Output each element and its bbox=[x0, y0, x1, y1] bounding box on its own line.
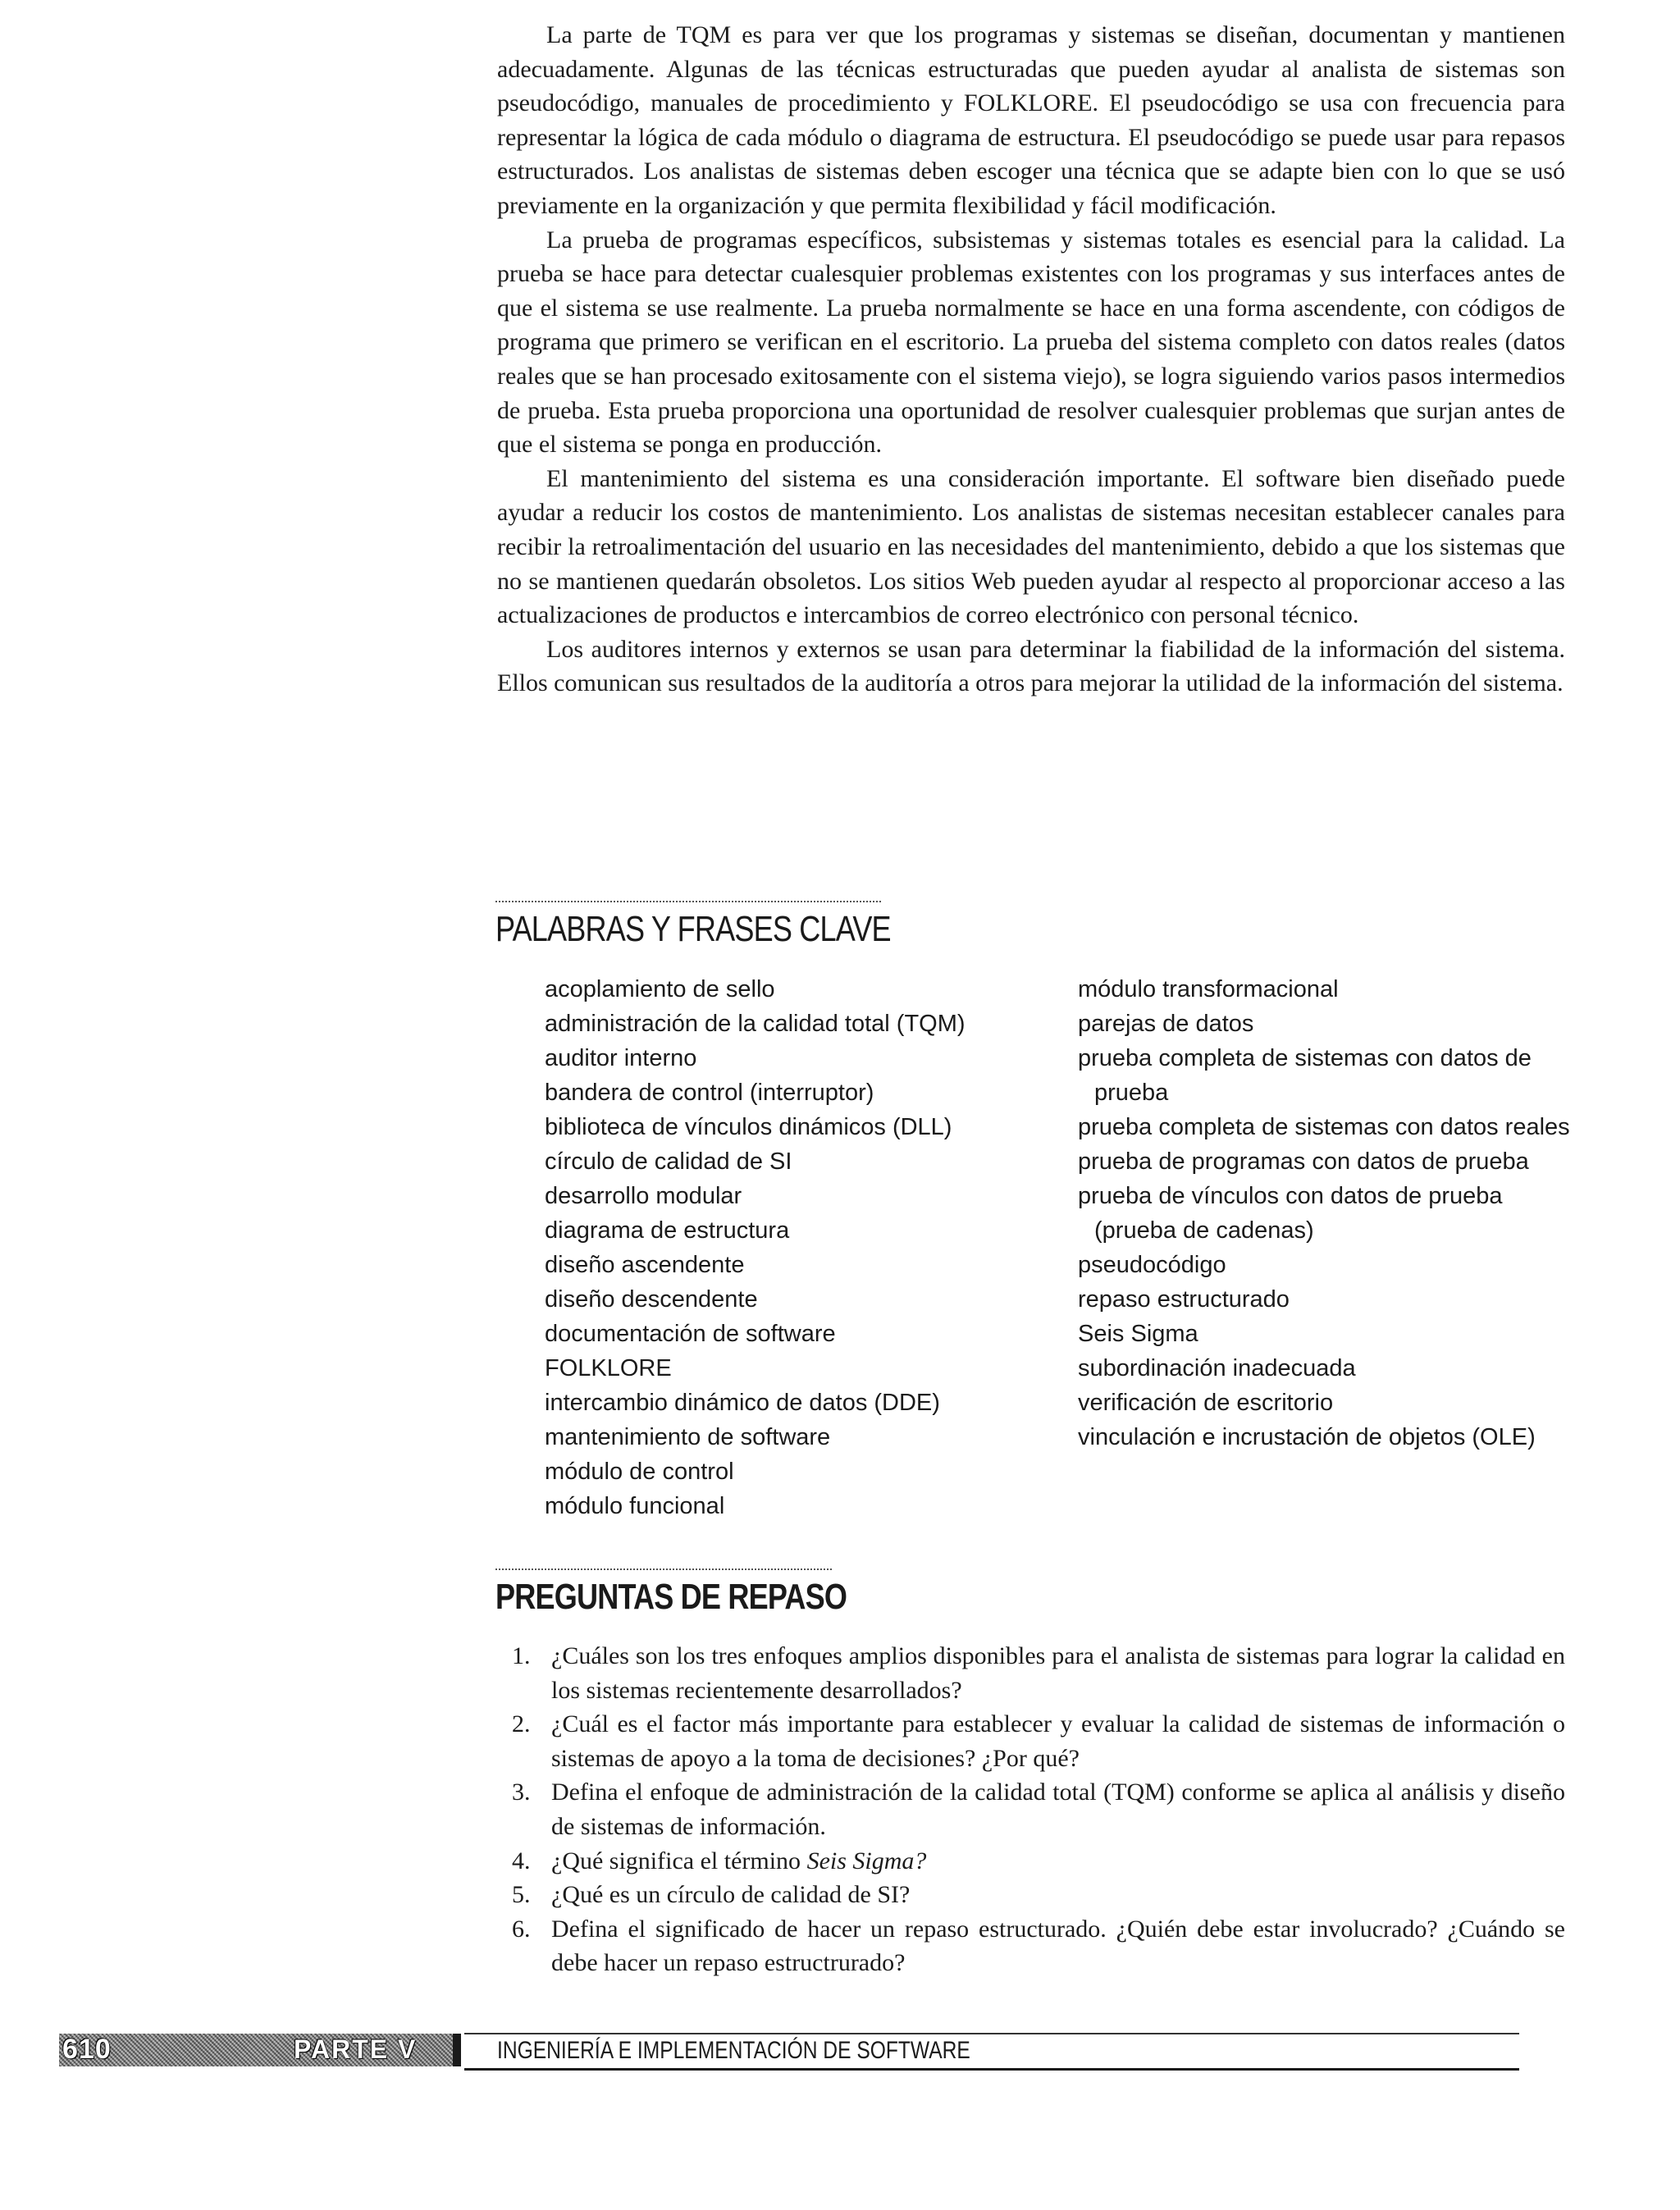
question-number: 2. bbox=[512, 1710, 531, 1738]
review-question bbox=[500, 1878, 1565, 1912]
page-number: 610 bbox=[62, 2034, 112, 2065]
key-term: diseño ascendente bbox=[545, 1252, 745, 1278]
paragraph-testing: La prueba de programas específicos, subsistemas y sistemas totales es esencial para la calidad. La prueba se hace para detectar cualesquier problemas existentes con los programas y sus interfaces antes de que el sistema se use realmente. La prueba normalmente se hace en una forma ascendente, con códigos de programa que primero se verifican en el escritorio. La prueba del sistema completo con datos reales (datos reales que se han procesado exitosamente con el sistema viejo), se logra siguiendo varios pasos intermedios de prueba. Esta prueba proporciona una oportunidad de resolver cualesquier problemas que surjan antes de que el sistema se ponga en producción. bbox=[497, 226, 1565, 459]
review-question bbox=[500, 1912, 1565, 1980]
question-text: Defina el enfoque de administración de la calidad total (TQM) conforme se aplica al análisis y diseño de sistemas de información. bbox=[551, 1779, 1565, 1840]
key-term: vinculación e incrustación de objetos (OLE) bbox=[1078, 1424, 1536, 1450]
key-term: diseño descendente bbox=[545, 1286, 758, 1313]
question-number: 6. bbox=[512, 1915, 531, 1943]
section-divider-key-terms bbox=[495, 901, 881, 902]
question-text: ¿Qué significa el término bbox=[551, 1847, 807, 1874]
key-terms-heading: PALABRAS Y FRASES CLAVE bbox=[495, 909, 891, 949]
question-text: ¿Cuál es el factor más importante para establecer y evaluar la calidad de sistemas de información o sistemas de apoyo a la toma de decisiones? ¿Por qué? bbox=[551, 1710, 1565, 1772]
key-term: auditor interno bbox=[545, 1045, 697, 1071]
key-term: subordinación inadecuada bbox=[1078, 1355, 1356, 1381]
question-emphasis: Seis Sigma? bbox=[806, 1847, 927, 1874]
section-divider-review bbox=[495, 1568, 832, 1570]
key-term: prueba de programas con datos de prueba bbox=[1078, 1148, 1529, 1175]
key-term: documentación de software bbox=[545, 1321, 836, 1347]
key-term: acoplamiento de sello bbox=[545, 976, 775, 1002]
question-text: ¿Qué es un círculo de calidad de SI? bbox=[551, 1881, 911, 1909]
review-question bbox=[500, 1707, 1565, 1775]
key-term: diagrama de estructura bbox=[545, 1217, 790, 1244]
key-term: administración de la calidad total (TQM) bbox=[545, 1011, 966, 1037]
footer-top-rule bbox=[464, 2033, 1519, 2034]
part-label: PARTE V bbox=[294, 2034, 418, 2064]
question-number: 5. bbox=[512, 1881, 531, 1909]
key-term: pseudocódigo bbox=[1078, 1252, 1226, 1278]
key-term: repaso estructurado bbox=[1078, 1286, 1290, 1313]
key-term: módulo de control bbox=[545, 1459, 734, 1485]
review-question bbox=[500, 1775, 1565, 1843]
question-number: 1. bbox=[512, 1642, 531, 1669]
question-number: 4. bbox=[512, 1847, 531, 1874]
key-term: intercambio dinámico de datos (DDE) bbox=[545, 1390, 940, 1416]
key-term: biblioteca de vínculos dinámicos (DLL) bbox=[545, 1114, 952, 1140]
key-term: parejas de datos bbox=[1078, 1011, 1254, 1037]
question-number: 3. bbox=[512, 1779, 531, 1806]
key-term: FOLKLORE bbox=[545, 1355, 672, 1381]
paragraph-maintenance: El mantenimiento del sistema es una consideración importante. El software bien diseñado puede ayudar a reducir los costos de mantenimiento. Los analistas de sistemas necesitan establecer canales para recibir la retroalimentación del usuario en las necesidades del mantenimiento, debido a que los sistemas que no se mantienen quedarán obsoletos. Los sitios Web pueden ayudar al respecto al proporcionar acceso a las actualizaciones de productos e intercambios de correo electrónico con personal técnico. bbox=[497, 464, 1565, 629]
part-title: INGENIERÍA E IMPLEMENTACIÓN DE SOFTWARE bbox=[497, 2037, 970, 2064]
question-text: ¿Cuáles son los tres enfoques amplios disponibles para el analista de sistemas para lograr la calidad en los sistemas recientemente desarrollados? bbox=[551, 1642, 1565, 1704]
review-question bbox=[500, 1639, 1565, 1707]
key-term: Seis Sigma bbox=[1078, 1321, 1198, 1347]
key-term: módulo funcional bbox=[545, 1493, 725, 1519]
key-terms-left-column bbox=[545, 972, 1053, 1523]
key-term: verificación de escritorio bbox=[1078, 1390, 1334, 1416]
key-term: módulo transformacional bbox=[1078, 976, 1339, 1002]
body-text bbox=[497, 18, 1565, 701]
key-term: bandera de control (interruptor) bbox=[545, 1080, 874, 1106]
review-heading: PREGUNTAS DE REPASO bbox=[495, 1577, 847, 1617]
key-term: círculo de calidad de SI bbox=[545, 1148, 792, 1175]
paragraph-auditors: Los auditores internos y externos se usan para determinar la fiabilidad de la información del sistema. Ellos comunican sus resultados de la auditoría a otros para mejorar la utilidad de la información del sistema. bbox=[497, 635, 1565, 697]
key-term: mantenimiento de software bbox=[545, 1424, 831, 1450]
paragraph-tqm: La parte de TQM es para ver que los programas y sistemas se diseñan, documentan y mantienen adecuadamente. Algunas de las técnicas estructuradas que pueden ayudar al analista de sistemas son pseudocódigo, manuales de procedimiento y FOLKLORE. El pseudocódigo se usa con frecuencia para representar la lógica de cada módulo o diagrama de estructura. El pseudocódigo se puede usar para repasos estructurados. Los analistas de sistemas deben escoger una técnica que se adapte bien con lo que se usó previamente en la organización y que permita flexibilidad y fácil modificación. bbox=[497, 21, 1565, 219]
key-term: prueba completa de sistemas con datos reales bbox=[1078, 1114, 1570, 1140]
key-term: prueba de vínculos con datos de prueba (prueba de cadenas) bbox=[1078, 1183, 1503, 1244]
review-question bbox=[500, 1844, 1565, 1879]
footer-bottom-rule bbox=[464, 2068, 1519, 2071]
key-term: prueba completa de sistemas con datos de prueba bbox=[1078, 1045, 1532, 1106]
key-term: desarrollo modular bbox=[545, 1183, 742, 1209]
question-text: Defina el significado de hacer un repaso estructurado. ¿Quién debe estar involucrado? ¿Cuándo se debe hacer un repaso estructrurado? bbox=[551, 1915, 1565, 1977]
review-questions-list bbox=[500, 1639, 1565, 1980]
key-terms-right-column bbox=[1078, 972, 1570, 1454]
